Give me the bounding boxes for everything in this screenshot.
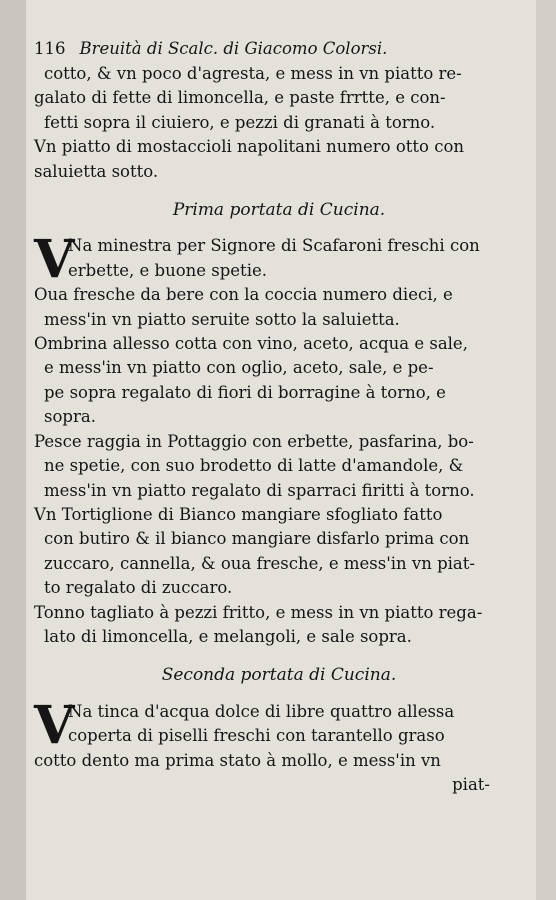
text-line: zuccaro, cannella, & oua fresche, e mess'in vn piat- [44,553,475,573]
running-header [34,38,504,60]
catchword: piat- [452,774,490,794]
text-line: e mess'in vn piatto con oglio, aceto, sale, e pe- [44,358,434,378]
text-line: Vn Tortiglione di Bianco mangiare sfogliato fatto [34,504,443,524]
text-line: Oua fresche da bere con la coccia numero dieci, e [34,285,453,305]
text-line: lato di limoncella, e melangoli, e sale sopra. [44,626,412,646]
page-edge [536,0,556,900]
text-line: Tonno tagliato à pezzi fritto, e mess in vn piatto rega- [34,602,483,622]
text-line: Na minestra per Signore di Scafaroni freschi con [68,236,480,256]
text-line: coperta di piselli freschi con tarantello graso [68,726,445,746]
text-line: Ombrina allesso cotta con vino, aceto, acqua e sale, [34,334,468,354]
section-heading-prima: Prima portata di Cucina. [172,200,386,221]
paragraph-tinca [34,694,524,773]
text-line: sopra. [44,407,96,427]
text-line: cotto dento ma prima stato à mollo, e mess'in vn [34,750,441,770]
text-line: pe sopra regalato di fiori di borragine à torno, e [44,382,446,402]
text-line: Na tinca d'acqua dolce di libre quattro allessa [68,701,455,721]
text-line: fetti sopra il ciuiero, e pezzi di granati à torno. [44,112,436,132]
page-number: 116 [34,39,66,58]
text-line: ne spetie, con suo brodetto di latte d'amandole, & [44,456,464,476]
drop-cap: V [34,229,75,291]
text-line: cotto, & vn poco d'agresta, e mess in vn piatto re- [44,64,462,83]
text-line: mess'in vn piatto seruite sotto la saluietta. [44,309,400,329]
paragraph-minestra [34,229,524,291]
page-gutter-shadow [0,0,26,900]
recipe-list [34,283,524,649]
text-line: con butiro & il bianco mangiare disfarlo prima con [44,529,470,549]
text-line: Vn piatto di mostaccioli napolitani numero otto con [34,137,465,157]
text-line: Pesce raggia in Pottaggio con erbette, pasfarina, bo- [34,431,474,451]
drop-cap: V [34,694,75,756]
text-line: erbette, e buone spetie. [68,260,267,280]
text-line: to regalato di zuccaro. [44,578,233,598]
section-heading-seconda: Seconda portata di Cucina. [161,665,397,686]
text-line: saluietta sotto. [34,161,159,181]
text-line: galato di fette di limoncella, e paste frrtte, e con- [34,88,446,108]
top-text-block [34,62,524,184]
text-line: mess'in vn piatto regalato di sparraci firitti à torno. [44,480,475,500]
running-title: Breuità di Scalc. di Giacomo Colorsi. [79,39,388,58]
page-text [34,38,524,797]
